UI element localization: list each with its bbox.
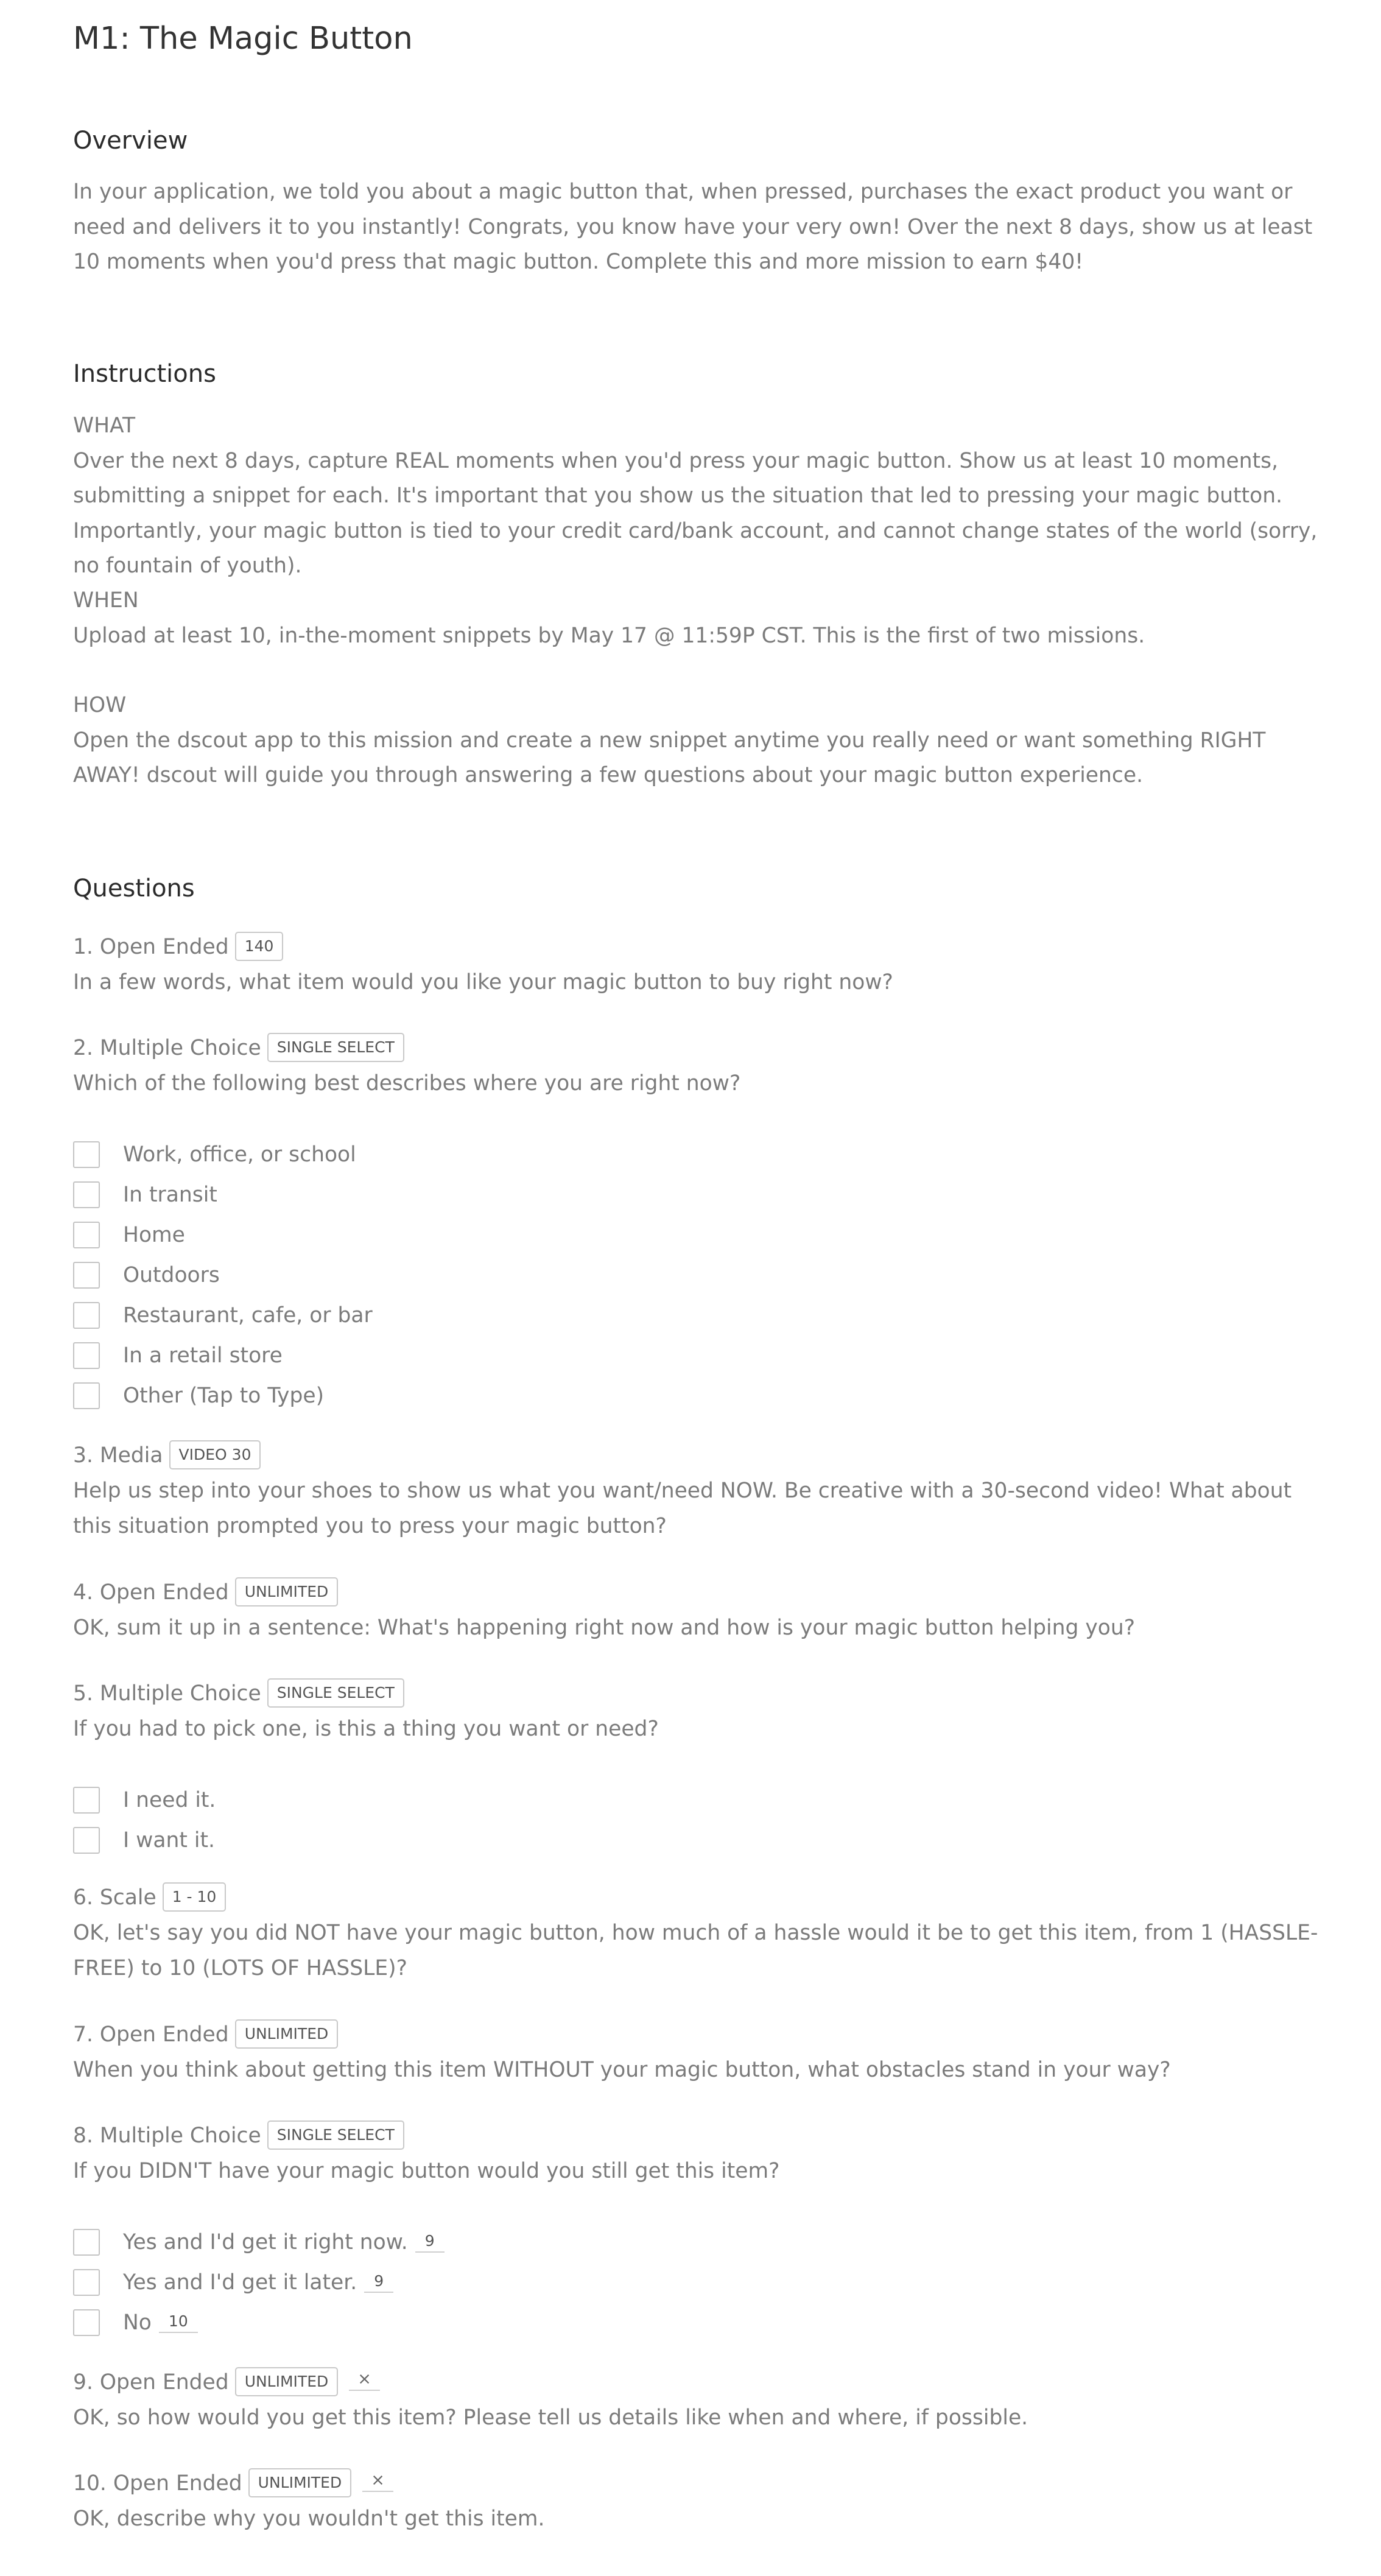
option-checkbox-row[interactable] [73,2304,198,2341]
option-label: Restaurant, cafe, or bar [123,1303,373,1328]
skip-logic-target: 10 [159,2312,198,2333]
option-label: Yes and I'd get it right now. [123,2230,408,2254]
option-label: Yes and I'd get it later. [123,2270,357,2295]
question-2-text: Which of the following best describes where you are right now? [73,1071,741,1096]
question-9-label: 9. Open Ended [73,2370,229,2395]
when-section [73,583,1327,653]
question-3-badge: VIDEO 30 [169,1440,261,1469]
option-checkbox-row[interactable] [73,1136,356,1173]
question-6-badge: 1 - 10 [163,1882,227,1912]
question-4-text: OK, sum it up in a sentence: What's happening right now and how is your magic button helping you? [73,1616,1136,1640]
when-body: Upload at least 10, in-the-moment snippets by May 17 @ 11:59P CST. This is the first of two missions. [73,623,1145,648]
question-8-badge: SINGLE SELECT [267,2120,404,2150]
question-7-header [73,2018,338,2053]
checkbox[interactable] [73,2229,100,2256]
when-label: WHEN [73,588,139,613]
checkbox[interactable] [73,1181,100,1208]
question-10-text: OK, describe why you wouldn't get this item. [73,2507,545,2531]
question-5-badge: SINGLE SELECT [267,1678,404,1708]
question-5-text: If you had to pick one, is this a thing you want or need? [73,1717,659,1741]
checkbox[interactable] [73,1382,100,1409]
question-1-text: In a few words, what item would you like your magic button to buy right now? [73,970,893,994]
question-10-badge: UNLIMITED [248,2468,352,2497]
question-9-text: OK, so how would you get this item? Please tell us details like when and where, if possible. [73,2405,1028,2430]
question-6-header [73,1881,226,1916]
option-label: Other (Tap to Type) [123,1384,325,1408]
option-checkbox-row[interactable] [73,1378,324,1414]
option-label: In a retail store [123,1343,283,1368]
question-10-label: 10. Open Ended [73,2471,242,2496]
question-6-label: 6. Scale [73,1885,156,1910]
option-checkbox-row[interactable] [73,1297,373,1334]
what-label: WHAT [73,413,136,438]
question-7-text: When you think about getting this item WITHOUT your magic button, what obstacles stand in your way? [73,2058,1171,2082]
question-9-header [73,2365,380,2401]
checkbox[interactable] [73,1342,100,1369]
option-label: Work, office, or school [123,1142,356,1167]
checkbox[interactable] [73,1262,100,1289]
option-checkbox-row[interactable] [73,1257,220,1293]
option-checkbox-row[interactable] [73,2264,393,2301]
question-10-header [73,2466,393,2502]
checkbox[interactable] [73,1827,100,1854]
question-3-label: 3. Media [73,1443,163,1468]
skip-logic-target: 9 [364,2272,393,2293]
option-checkbox-row[interactable] [73,1782,216,1818]
question-1-header [73,930,283,965]
skip-logic-target: 9 [415,2232,445,2253]
page-title: M1: The Magic Button [73,21,413,57]
option-label: In transit [123,1183,217,1207]
question-5-label: 5. Multiple Choice [73,1681,261,1706]
option-checkbox-row[interactable] [73,2224,445,2261]
option-checkbox-row[interactable] [73,1177,217,1213]
question-8-label: 8. Multiple Choice [73,2124,261,2148]
option-label: I want it. [123,1828,215,1853]
checkbox[interactable] [73,2269,100,2296]
question-9-badge: UNLIMITED [235,2367,339,2396]
checkbox[interactable] [73,2309,100,2336]
option-checkbox-row[interactable] [73,1337,283,1374]
question-4-label: 4. Open Ended [73,1580,229,1605]
question-2-label: 2. Multiple Choice [73,1036,261,1060]
checkbox[interactable] [73,1787,100,1814]
close-icon[interactable]: × [362,2471,393,2492]
checkbox[interactable] [73,1141,100,1168]
question-8-text: If you DIDN'T have your magic button would you still get this item? [73,2159,780,2183]
what-section [73,409,1327,584]
question-2-header [73,1031,404,1066]
question-1-label: 1. Open Ended [73,935,229,959]
option-label: No [123,2310,152,2335]
option-checkbox-row[interactable] [73,1822,215,1859]
how-section [73,688,1327,794]
question-6-text: OK, let's say you did NOT have your magic button, how much of a hassle would it be to get this item, from 1 (HASSLE-FREE) to 10 (LOTS OF HASSLE)? [73,1921,1318,1980]
question-3-text: Help us step into your shoes to show us what you want/need NOW. Be creative with a 30-second video! What about this situation prompted you to press your magic button? [73,1479,1292,1538]
checkbox[interactable] [73,1302,100,1329]
option-checkbox-row[interactable] [73,1217,185,1253]
close-icon[interactable]: × [349,2370,380,2391]
question-8-header [73,2119,404,2154]
overview-body: In your application, we told you about a magic button that, when pressed, purchases the exact product you want or need and delivers it to you instantly! Congrats, you know have your very own! Over the next 8 days, show us at least 10 moments when you'd press that magic button. Complete this and more mission to earn $40! [73,180,1313,274]
question-4-badge: UNLIMITED [235,1577,339,1606]
question-7-label: 7. Open Ended [73,2022,229,2047]
what-body: Over the next 8 days, capture REAL moments when you'd press your magic button. Show us at least 10 moments, submitting a snippet for each. It's important that you show us the situation that led to pressing your magic button. Importantly, your magic button is tied to your credit card/bank account, and cannot change states of the world (sorry, no fountain of youth). [73,448,1318,578]
how-body: Open the dscout app to this mission and create a new snippet anytime you really need or want something RIGHT AWAY! dscout will guide you through answering a few questions about your magic button experience. [73,728,1266,787]
checkbox[interactable] [73,1222,100,1248]
overview-heading: Overview [73,127,188,155]
how-label: HOW [73,693,127,717]
question-4-header [73,1575,338,1611]
questions-heading: Questions [73,875,195,903]
question-1-badge: 140 [235,932,284,961]
question-2-badge: SINGLE SELECT [267,1033,404,1062]
option-label: Outdoors [123,1263,220,1287]
option-label: I need it. [123,1788,216,1812]
option-label: Home [123,1223,185,1247]
question-7-badge: UNLIMITED [235,2019,339,2049]
instructions-heading: Instructions [73,360,216,388]
question-5-header [73,1677,404,1712]
question-3-header [73,1438,261,1474]
